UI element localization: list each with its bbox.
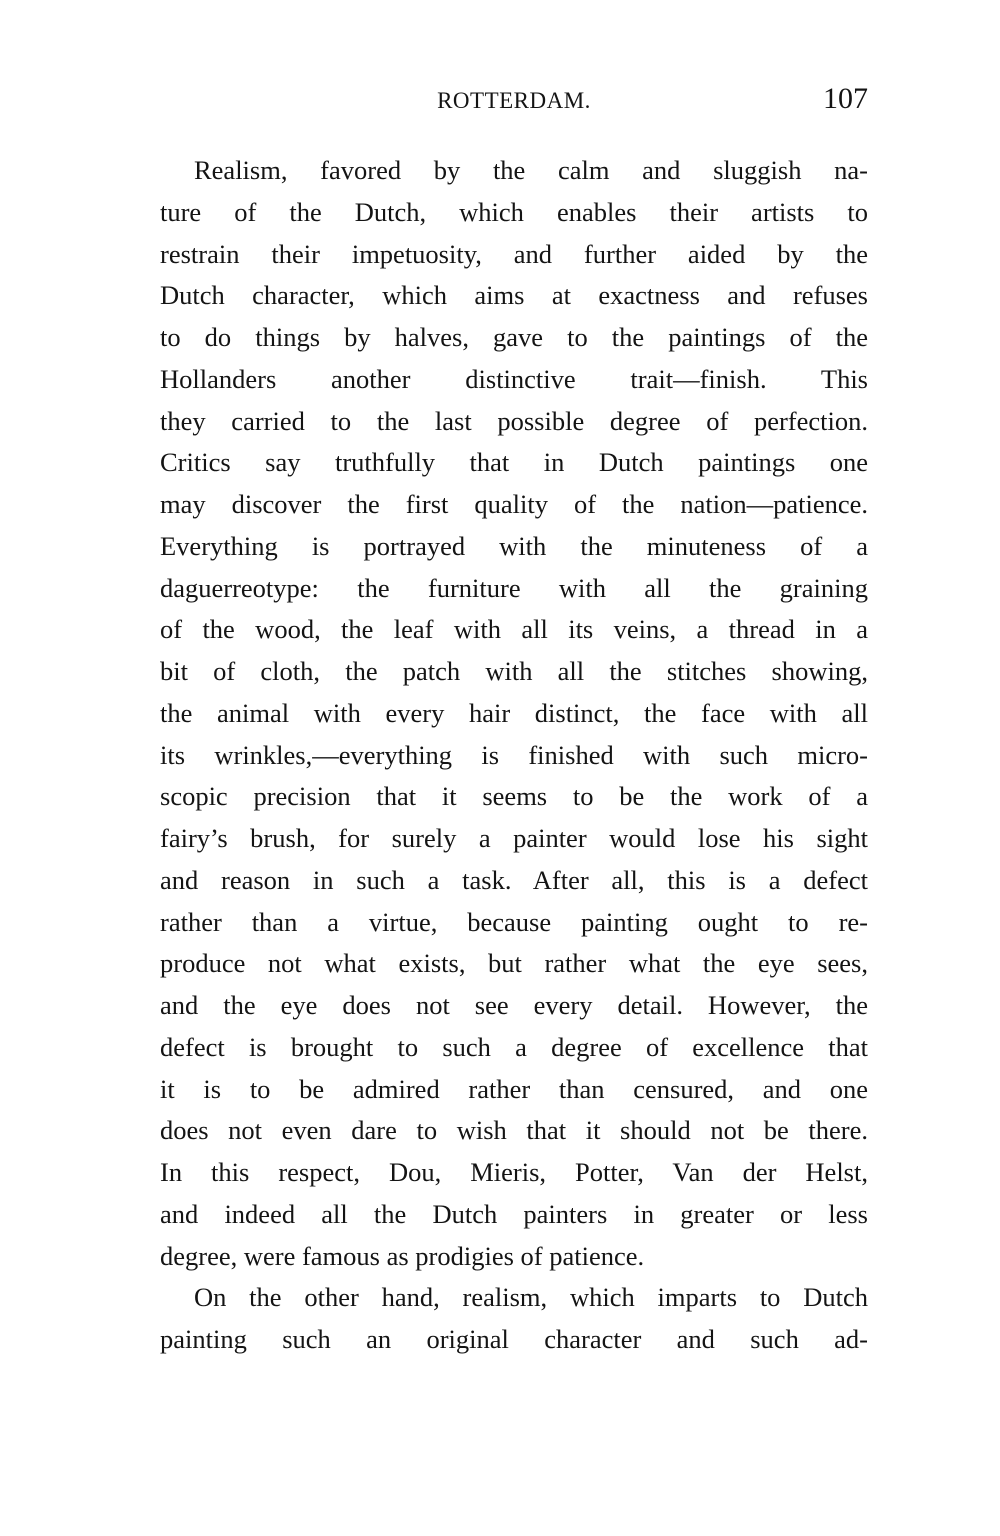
- running-title: ROTTERDAM.: [437, 88, 591, 113]
- text-line: painting such an original character and such ad-: [160, 1324, 868, 1354]
- text-line: Dutch character, which aims at exactness and refuses: [160, 280, 868, 311]
- text-line: daguerreotype: the furniture with all the graining: [160, 572, 868, 603]
- text-line: its wrinkles,—everything is finished with such micro-: [160, 739, 868, 770]
- text-line: rather than a virtue, because painting ought to re-: [160, 906, 868, 937]
- running-head: [160, 82, 868, 122]
- text-line: scopic precision that it seems to be the work of a: [160, 781, 868, 812]
- text-line: produce not what exists, but rather what the eye sees,: [160, 948, 868, 979]
- page-number: 107: [823, 82, 868, 115]
- text-line: In this respect, Dou, Mieris, Potter, Van der Helst,: [160, 1157, 868, 1187]
- text-line: Hollanders another distinctive trait—finish. This: [160, 363, 868, 394]
- text-line: may discover the first quality of the nation—patience.: [160, 489, 868, 519]
- text-line: of the wood, the leaf with all its veins, a thread in a: [160, 614, 868, 645]
- text-line: Everything is portrayed with the minuteness of a: [160, 530, 868, 561]
- text-line: the animal with every hair distinct, the face with all: [160, 697, 868, 728]
- text-line: ture of the Dutch, which enables their artists to: [160, 196, 868, 227]
- text-line: degree, were famous as prodigies of patience.: [160, 1240, 645, 1271]
- text-line: and reason in such a task. After all, this is a defect: [160, 864, 868, 895]
- text-line: and the eye does not see every detail. However, the: [160, 990, 868, 1020]
- text-line: Critics say truthfully that in Dutch paintings one: [160, 447, 868, 478]
- text-line: to do things by halves, gave to the paintings of the: [160, 322, 868, 352]
- text-line: they carried to the last possible degree of perfection.: [160, 405, 868, 436]
- text-line: it is to be admired rather than censured, and one: [160, 1073, 868, 1104]
- body-text: [160, 150, 868, 1361]
- text-line: defect is brought to such a degree of excellence that: [160, 1031, 868, 1062]
- text-line: On the other hand, realism, which imparts to Dutch: [194, 1282, 868, 1313]
- text-line: and indeed all the Dutch painters in greater or less: [160, 1198, 868, 1229]
- text-line: bit of cloth, the patch with all the stitches showing,: [160, 656, 868, 686]
- text-line: fairy’s brush, for surely a painter would lose his sight: [160, 823, 868, 853]
- text-line: restrain their impetuosity, and further aided by the: [160, 238, 868, 269]
- text-line: Realism, favored by the calm and sluggish na-: [194, 155, 868, 185]
- text-line: does not even dare to wish that it should not be there.: [160, 1115, 868, 1146]
